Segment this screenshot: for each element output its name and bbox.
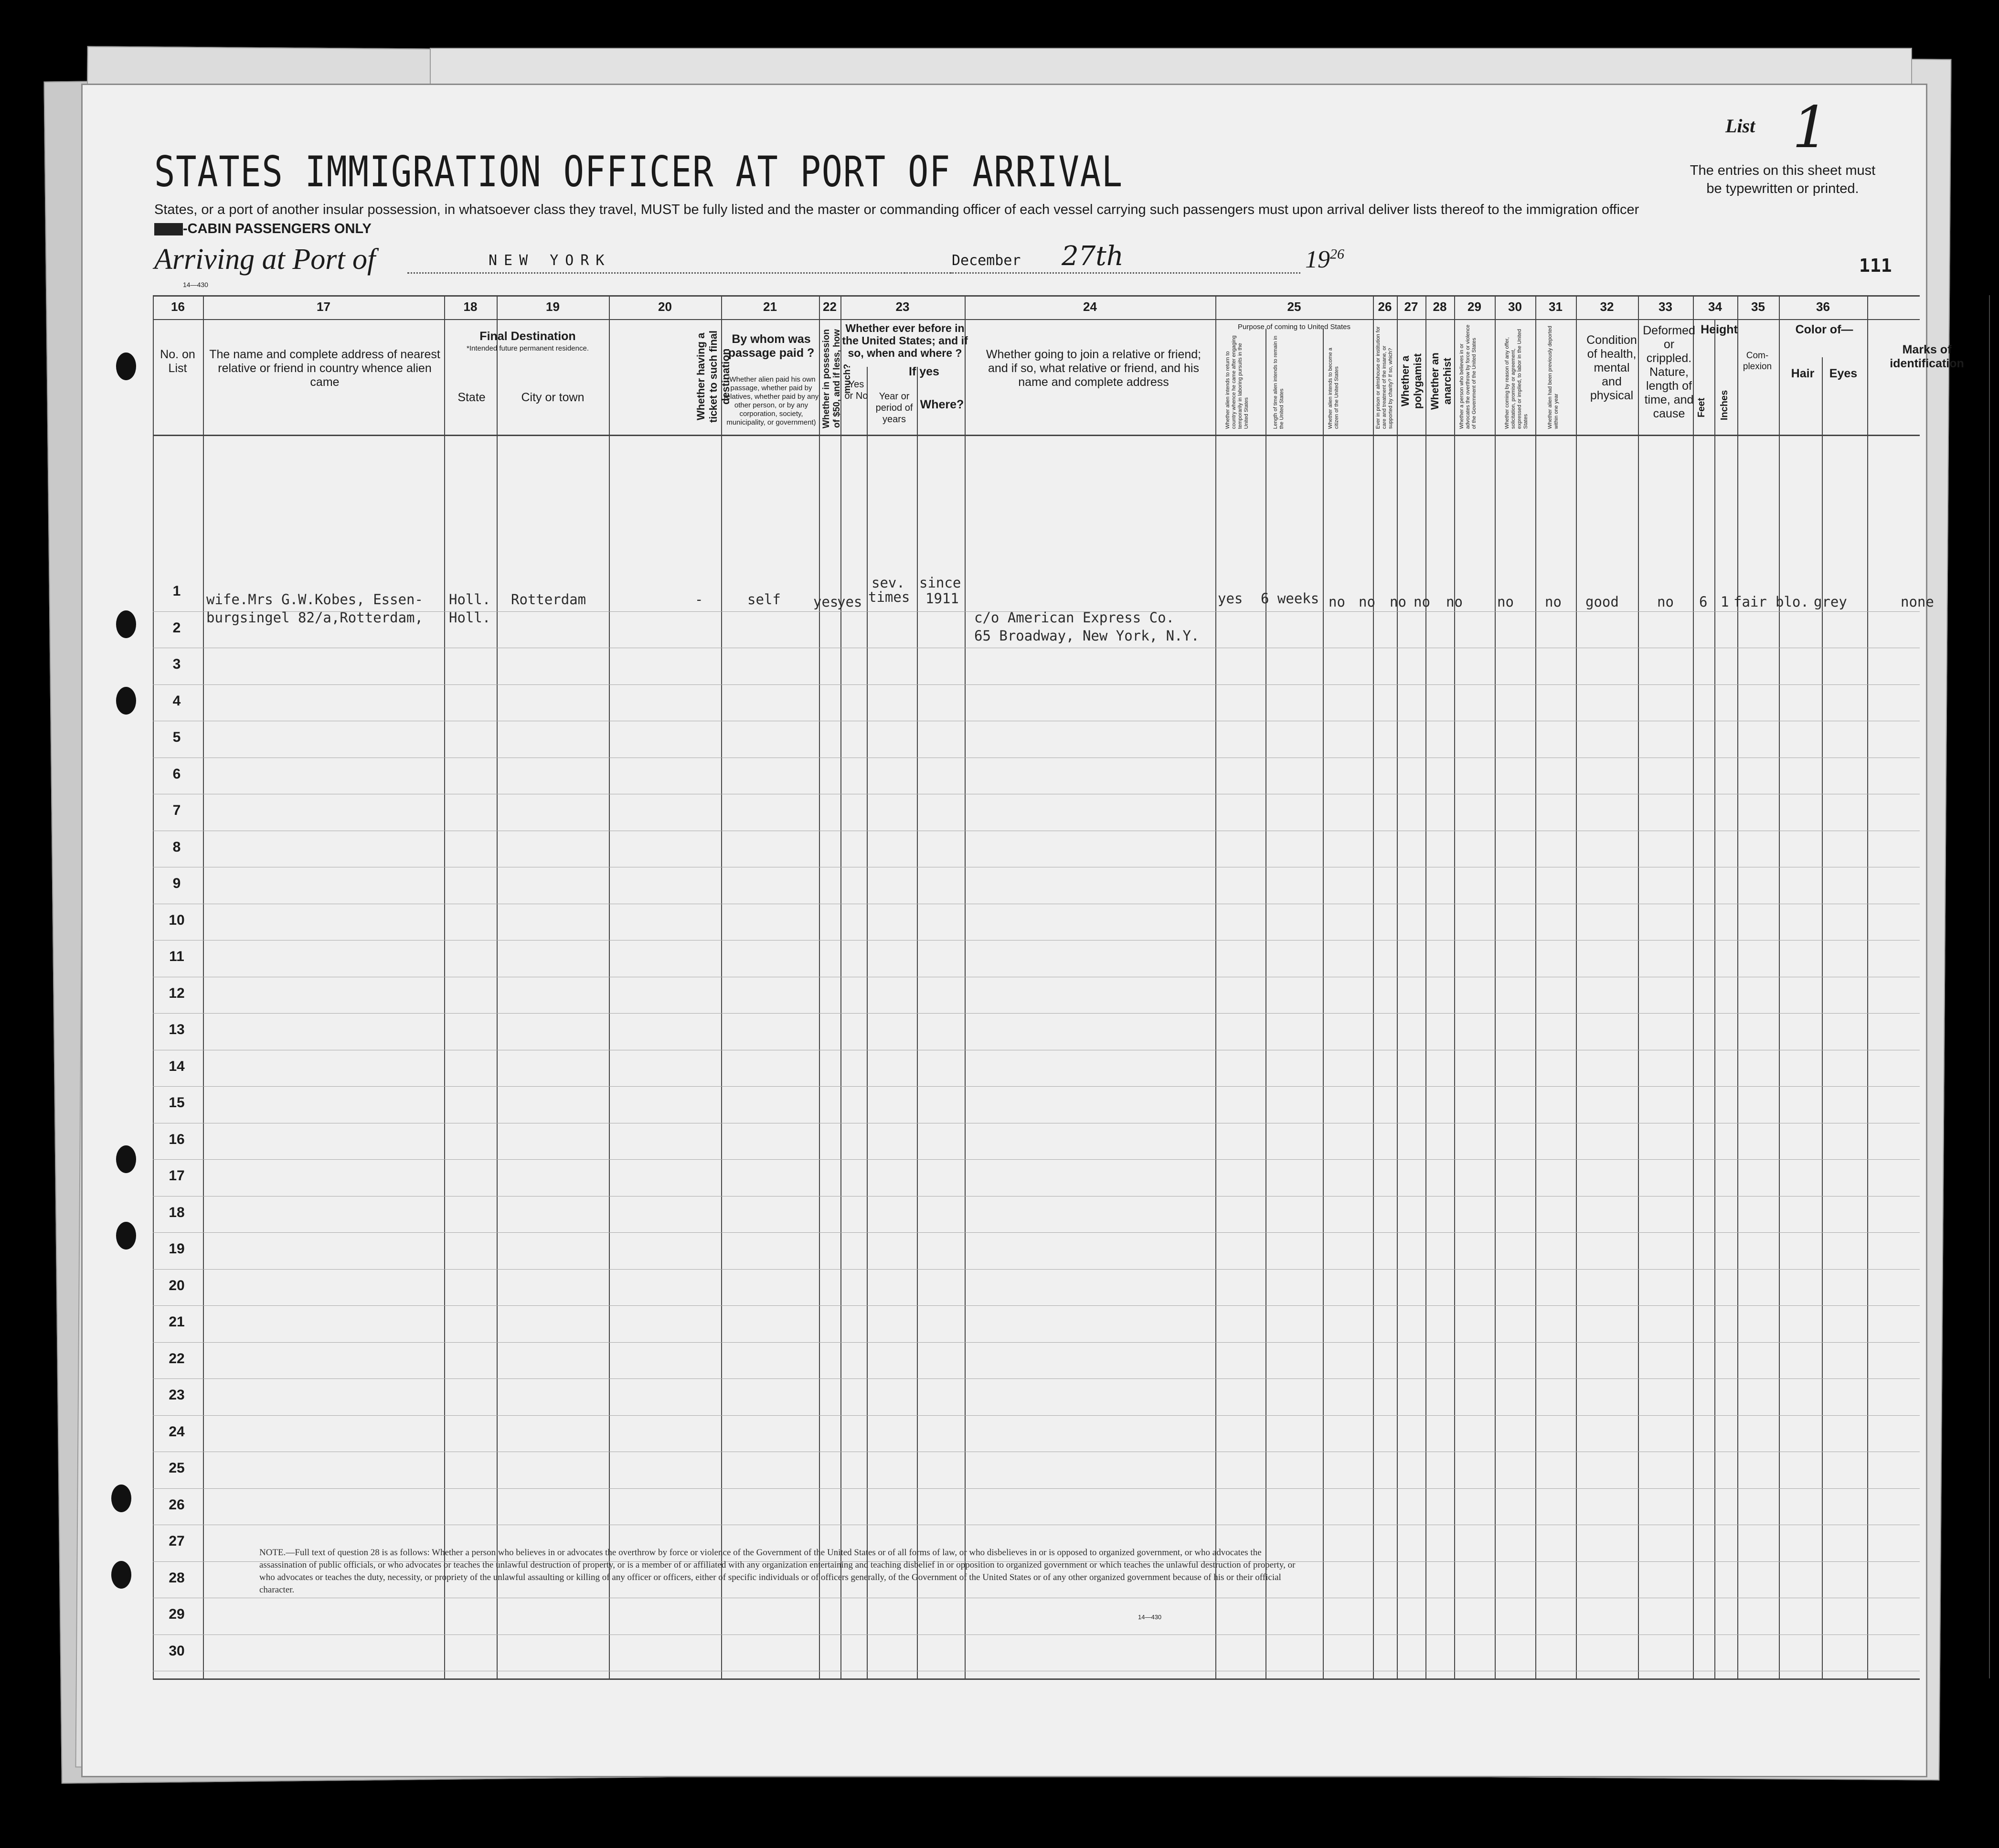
column-number: 28 xyxy=(1433,299,1447,314)
col33-header: Height xyxy=(1701,323,1738,336)
destination-city: Rotterdam xyxy=(511,591,586,608)
col30-value: no xyxy=(1545,594,1562,610)
health-value: good xyxy=(1585,594,1619,610)
footnote-form-id: 14—430 xyxy=(1138,1613,1162,1621)
col20-header: By whom was passage paid ? xyxy=(728,332,815,360)
column-rule xyxy=(1693,295,1694,1678)
typewritten-note: The entries on this sheet must be typewritten or printed. xyxy=(1690,163,1876,196)
column-number: 20 xyxy=(658,299,672,314)
row-number: 15 xyxy=(169,1095,185,1111)
column-rule xyxy=(609,295,610,1678)
column-rule xyxy=(1373,295,1374,1678)
col34-header: Com- plexion xyxy=(1743,351,1772,372)
destination-state-line1: Holl. xyxy=(449,591,491,608)
eyes-value: grey xyxy=(1814,594,1847,610)
col18-header: Final Destination xyxy=(479,330,576,343)
page-title: STATES IMMIGRATION OFFICER AT PORT OF ARRIVAL xyxy=(154,147,1123,196)
manifest-sheet xyxy=(81,84,1964,1777)
col28-header: Whether a person who believes in or advocates the overthrow by force or violence of the Government of the United States xyxy=(1459,324,1477,429)
row-rule xyxy=(153,1086,1920,1087)
col18-state: State xyxy=(457,391,486,404)
col32-header: Deformed or crippled. Nature, length of time, and cause xyxy=(1643,324,1695,420)
punch-hole xyxy=(116,1222,136,1250)
row-number: 28 xyxy=(169,1570,185,1586)
column-number: 30 xyxy=(1508,299,1522,314)
column-number: 19 xyxy=(546,299,560,314)
money-value: yes xyxy=(813,594,839,610)
column-rule xyxy=(1425,295,1426,1678)
column-number: 29 xyxy=(1467,299,1481,314)
column-number: 32 xyxy=(1600,299,1614,314)
complexion-value: fair xyxy=(1733,594,1767,610)
manifest-table xyxy=(153,295,1964,1680)
subcolumn-rule xyxy=(867,367,868,1678)
deformed-value: no xyxy=(1657,594,1674,610)
col24-b: Length of time alien intends to remain in the United States xyxy=(1273,335,1285,429)
punch-hole xyxy=(111,1485,131,1512)
purpose-length-value: 6 weeks xyxy=(1261,590,1319,607)
row-rule xyxy=(153,1232,1920,1233)
column-number: 18 xyxy=(463,299,478,314)
passage-paid-value: self xyxy=(747,591,781,608)
col17-header: The name and complete address of nearest relative or friend in country whence alien came xyxy=(209,348,440,389)
row-number: 4 xyxy=(172,693,181,709)
relative-address-line2: burgsingel 82/a,Rotterdam, xyxy=(206,609,423,626)
column-rule xyxy=(1867,295,1868,1678)
since-line2: 1911 xyxy=(925,590,959,607)
row-rule xyxy=(153,1415,1920,1416)
col22-header: Whether ever before in the United States; and if so, when and where ? xyxy=(842,322,968,359)
column-number: 22 xyxy=(823,299,837,314)
col26-value: no xyxy=(1390,594,1406,610)
col30-header: Whether alien had been previously deported within one year xyxy=(1547,326,1559,429)
list-label: List xyxy=(1725,115,1755,137)
row-number: 9 xyxy=(172,876,181,891)
row-rule xyxy=(153,1013,1920,1014)
footnote: NOTE.—Full text of question 28 is as follows: Whether a person who believes in or advocates the overthrow by force or violence of the Government of the United States or of all forms of law, or who disbelieves in or is opposed to organized government, or who advocates the assassination of public officials, or who advocates or teaches the unlawful destruction of property, or is a member of or affiliated with any organization entertaining and teaching disbelief in or opposition to organized government or which teaches the unlawful destruction of property, or who advocates or teaches the duty, necessity, or propriety of the unlawful assaulting or killing of any officer or officers, either of specific individuals or of officers generally, of the Government of the United States or of any other organized government because of his or their official character. xyxy=(259,1548,1296,1595)
row-number: 11 xyxy=(169,949,184,964)
times-line1: sev. xyxy=(872,575,905,591)
arriving-label: Arriving at Port of xyxy=(154,243,376,276)
since-line1: since xyxy=(919,575,961,591)
hair-value: blo. xyxy=(1776,594,1809,610)
col19-header: Whether having a ticket to such final destination xyxy=(695,330,732,423)
column-rule xyxy=(1454,295,1455,1678)
column-rule xyxy=(1535,295,1536,1678)
column-rule xyxy=(1638,295,1639,1678)
column-rule xyxy=(721,295,722,1678)
col22-year: Year or period of years xyxy=(875,391,913,425)
col22-yesno: Yes or No xyxy=(844,379,868,401)
column-rule xyxy=(1495,295,1496,1678)
height-feet-value: 6 xyxy=(1699,594,1708,610)
column-number: 21 xyxy=(763,299,777,314)
column-rule xyxy=(203,295,204,1678)
row-number: 10 xyxy=(169,912,185,928)
column-number: 17 xyxy=(317,299,330,314)
row-number: 16 xyxy=(169,1131,185,1147)
row-number: 12 xyxy=(169,985,185,1001)
col20-note: (Whether alien paid his own passage, whether paid by relatives, whether paid by any other person, or by any corporation, society, municipality, or government) xyxy=(723,375,819,427)
row-rule xyxy=(153,1378,1920,1379)
col28-value: no xyxy=(1446,594,1463,610)
column-rule xyxy=(1737,295,1738,1678)
year-value: $19^{26}$ xyxy=(1305,246,1344,273)
row-rule xyxy=(153,684,1920,685)
col24-a: Whether alien intends to return to country whence he came after engaging temporarily in laboring pursuits in the United States xyxy=(1225,335,1249,429)
column-rule xyxy=(965,295,966,1678)
col27-header: Whether an anarchist xyxy=(1429,353,1453,410)
col33-feet: Feet xyxy=(1696,397,1707,417)
row-number: 5 xyxy=(172,729,181,745)
col21-header: Whether in possession of $50, and if less, how much? xyxy=(821,329,852,428)
col35-eyes: Eyes xyxy=(1829,367,1858,380)
row-number: 7 xyxy=(172,802,181,818)
col18-note: *Intended future permanent residence. xyxy=(466,344,589,353)
column-rule xyxy=(444,295,445,1678)
row-number: 20 xyxy=(169,1277,185,1293)
column-number: 26 xyxy=(1378,299,1392,314)
list-number: 1 xyxy=(1792,95,1829,161)
col27-value: no xyxy=(1414,594,1430,610)
punch-hole xyxy=(116,687,136,715)
row-number: 17 xyxy=(169,1168,185,1184)
column-rule xyxy=(1779,295,1780,1678)
day-value: 27th xyxy=(1062,241,1124,272)
row-rule xyxy=(153,1488,1920,1489)
row-number: 1 xyxy=(172,583,181,599)
times-line2: times xyxy=(868,589,910,605)
col18-city: City or town xyxy=(521,391,585,404)
row-rule xyxy=(153,1269,1920,1270)
col33-inches: Inches xyxy=(1719,390,1730,420)
column-number: 25 xyxy=(1287,299,1301,314)
row-number: 21 xyxy=(169,1314,185,1330)
marks-value: none xyxy=(1901,594,1934,610)
row-number: 25 xyxy=(169,1460,185,1476)
col36-header: Marks of identification xyxy=(1890,343,1964,370)
col29-header: Whether coming by reason of any offer, solicitation, promise or agreement, expressed or implied, to labor in the United States xyxy=(1504,329,1529,429)
column-number: 24 xyxy=(1083,299,1097,314)
row-number: 18 xyxy=(169,1204,185,1220)
row-number: 29 xyxy=(169,1606,185,1622)
relative-address-line1: wife.Mrs G.W.Kobes, Essen- xyxy=(206,591,423,608)
col23-header: Whether going to join a relative or friend; and if so, what relative or friend, and his name and complete address xyxy=(986,348,1202,389)
column-rule xyxy=(1576,295,1577,1678)
col29-value: no xyxy=(1497,594,1514,610)
punch-hole xyxy=(116,1145,136,1173)
row-number: 23 xyxy=(169,1387,185,1403)
row-number: 3 xyxy=(172,656,181,672)
purpose-return-value: yes xyxy=(1218,590,1243,607)
month-value: December xyxy=(952,252,1021,269)
row-number: 24 xyxy=(169,1423,185,1440)
column-rule xyxy=(819,295,820,1678)
column-number: 31 xyxy=(1549,299,1563,314)
subcolumn-rule xyxy=(1714,319,1715,1678)
col24-header: Purpose of coming to United States xyxy=(1238,323,1350,331)
row-number: 14 xyxy=(169,1058,185,1074)
row-number: 2 xyxy=(172,620,181,636)
column-number: 16 xyxy=(171,299,185,314)
row-rule xyxy=(153,1159,1920,1160)
intro-text: States, or a port of another insular possession, in whatsoever class they travel, MUST be fully listed and the master or commanding officer of each vessel carrying such passengers must upon arrival deliver lists thereof to the immigration officer xyxy=(154,202,1639,217)
row-rule xyxy=(153,1305,1920,1306)
column-rule xyxy=(1989,295,1990,1678)
row-number: 30 xyxy=(169,1643,185,1659)
subcolumn-rule xyxy=(1822,357,1823,1678)
column-number: 35 xyxy=(1751,299,1765,314)
port-value: NEW YORK xyxy=(489,252,611,269)
row-number: 27 xyxy=(169,1533,185,1549)
col35-hair: Hair xyxy=(1791,367,1815,380)
height-inches-value: 1 xyxy=(1721,594,1729,610)
before-yesno-value: yes xyxy=(837,594,862,610)
col16-header: No. on List xyxy=(160,348,195,375)
row-rule xyxy=(153,1634,1920,1635)
join-address-line2: 65 Broadway, New York, N.Y. xyxy=(974,628,1200,644)
column-rule xyxy=(1215,295,1216,1678)
row-number: 22 xyxy=(169,1350,185,1367)
column-number: 27 xyxy=(1404,299,1418,314)
col22-ifyes: If yes xyxy=(909,365,939,378)
punch-hole xyxy=(116,610,136,638)
col25-value: no xyxy=(1359,594,1375,610)
col25-header: Ever in prison or almshouse or institution for care and treatment of the insane, or supported by charity? If so, which? xyxy=(1375,326,1393,429)
col24-c: Whether alien intends to become a citizen of the United States xyxy=(1328,348,1340,429)
column-number: 33 xyxy=(1659,299,1672,314)
row-number: 26 xyxy=(169,1496,185,1513)
row-rule xyxy=(153,1342,1920,1343)
page-number: 111 xyxy=(1859,255,1892,276)
column-number: 36 xyxy=(1816,299,1830,314)
ticket-value: - xyxy=(695,591,703,608)
col26-header: Whether a polygamist xyxy=(1399,353,1424,409)
subcolumn-rule xyxy=(917,367,918,1678)
join-address-line1: c/o American Express Co. xyxy=(974,609,1175,626)
col35-header: Color of— xyxy=(1795,323,1853,336)
punch-hole xyxy=(111,1561,131,1589)
cabin-class: -CABIN PASSENGERS ONLY xyxy=(154,221,372,237)
row-number: 8 xyxy=(172,839,181,855)
col22-where: Where? xyxy=(920,398,964,411)
row-number: 13 xyxy=(169,1022,185,1037)
row-number: 19 xyxy=(169,1241,185,1257)
row-number: 6 xyxy=(172,766,181,782)
column-rule xyxy=(1397,295,1398,1678)
subcolumn-rule xyxy=(1323,329,1324,1678)
column-rule xyxy=(840,295,841,1678)
form-id: 14—430 xyxy=(183,281,208,288)
subcolumn-rule xyxy=(1265,329,1266,1678)
column-number: 23 xyxy=(895,299,910,314)
punch-hole xyxy=(116,353,136,380)
purpose-citizen-value: no xyxy=(1329,594,1345,610)
column-number: 34 xyxy=(1708,299,1722,314)
col31-header: Condition of health, mental and physical xyxy=(1586,333,1637,402)
destination-state-line2: Holl. xyxy=(449,609,491,626)
subcolumn-rule xyxy=(497,319,498,1678)
